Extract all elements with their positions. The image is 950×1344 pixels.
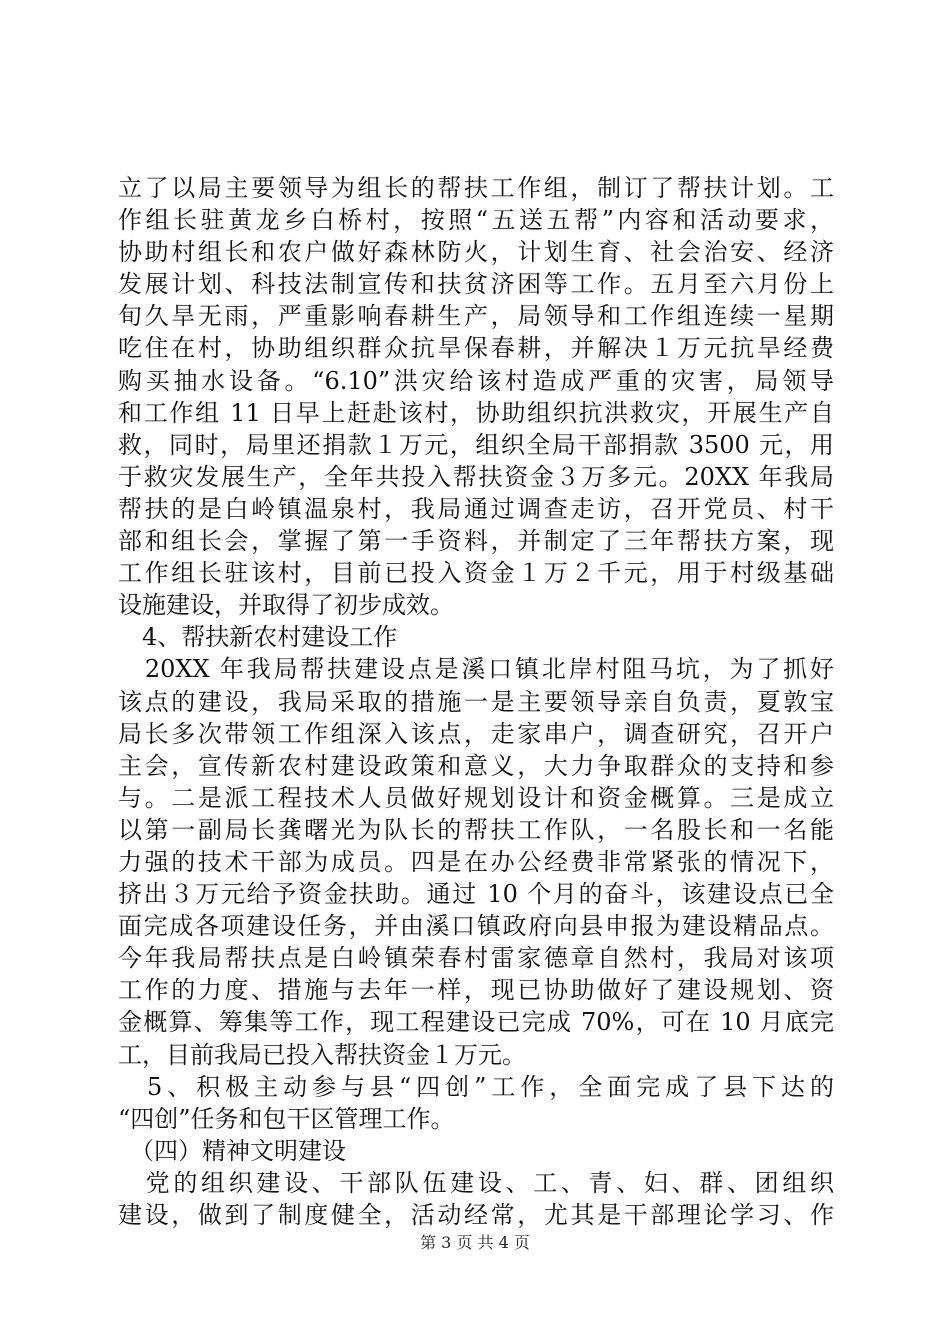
text-line-7: 购买抽水设备。“6.10”洪灾给该村造成严重的灾害，局领导 — [118, 366, 834, 395]
text-line-22: 力强的技术干部为成员。四是在办公经费非常紧张的情况下， — [118, 847, 834, 876]
text-line-21: 以第一副局长龚曙光为队长的帮扶工作队，一名股长和一名能 — [118, 815, 834, 844]
text-line-14: 设施建设，并取得了初步成效。 — [118, 591, 454, 620]
text-line-10: 于救灾发展生产，全年共投入帮扶资金３万多元。20XX 年我局 — [118, 462, 834, 491]
page-footer: 第 3 页 共 4 页 — [420, 1233, 530, 1252]
text-line-26: 工作的力度、措施与去年一样，现已协助做好了建设规划、资 — [118, 976, 834, 1005]
text-line-6: 吃住在村，协助组织群众抗旱保春耕，并解决１万元抗旱经费 — [118, 334, 834, 363]
text-line-20: 与。二是派工程技术人员做好规划设计和资金概算。三是成立 — [118, 783, 834, 812]
text-line-17: 该点的建设，我局采取的措施一是主要领导亲自负责，夏敦宝 — [118, 687, 834, 716]
text-line-5: 旬久旱无雨，严重影响春耕生产，局领导和工作组连续一星期 — [118, 302, 834, 331]
text-line-2: 作组长驻黄龙乡白桥村，按照“五送五帮”内容和活动要求， — [118, 206, 834, 235]
text-line-30: “四创”任务和包干区管理工作。 — [118, 1104, 455, 1133]
text-line-11: 帮扶的是白岭镇温泉村，我局通过调查走访，召开党员、村干 — [118, 494, 834, 523]
text-line-27: 金概算、筹集等工作，现工程建设已完成 70%，可在 10 月底完 — [118, 1008, 834, 1037]
document-body — [118, 172, 834, 1231]
text-line-12: 部和组长会，掌握了第一手资料，并制定了三年帮扶方案，现 — [118, 527, 834, 556]
text-line-32: 党的组织建设、干部队伍建设、工、青、妇、群、团组织 — [118, 1168, 834, 1197]
text-line-24: 面完成各项建设任务，并由溪口镇政府向县申报为建设精品点。 — [118, 912, 834, 941]
text-line-18: 局长多次带领工作组深入该点，走家串户，调查研究，召开户 — [118, 719, 834, 748]
text-line-8: 和工作组 11 日早上赶赴该村，协助组织抗洪救灾，开展生产自 — [118, 398, 834, 427]
section-heading-spiritual-civilization: （四）精神文明建设 — [118, 1136, 346, 1165]
section-heading-5: 5、积极主动参与县“四创”工作，全面完成了县下达的 — [118, 1072, 834, 1101]
text-line-19: 主会，宣传新农村建设政策和意义，大力争取群众的支持和参 — [118, 751, 834, 780]
text-line-25: 今年我局帮扶点是白岭镇荣春村雷家德章自然村，我局对该项 — [118, 944, 834, 973]
text-line-33: 建设，做到了制度健全，活动经常，尤其是干部理论学习、作 — [118, 1201, 834, 1229]
text-line-3: 协助村组长和农户做好森林防火，计划生育、社会治安、经济 — [118, 238, 834, 267]
text-line-1: 立了以局主要领导为组长的帮扶工作组，制订了帮扶计划。工 — [118, 174, 834, 202]
text-line-13: 工作组长驻该村，目前已投入资金１万２千元，用于村级基础 — [118, 559, 834, 588]
text-line-9: 救，同时，局里还捐款１万元，组织全局干部捐款 3500 元，用 — [118, 430, 834, 459]
text-line-23: 挤出３万元给予资金扶助。通过 10 个月的奋斗，该建设点已全 — [118, 880, 834, 909]
text-line-28: 工，目前我局已投入帮扶资金１万元。 — [118, 1040, 526, 1069]
text-line-16: 20XX 年我局帮扶建设点是溪口镇北岸村阻马坑，为了抓好 — [118, 655, 834, 684]
text-line-4: 发展计划、科技法制宣传和扶贫济困等工作。五月至六月份上 — [118, 270, 834, 299]
section-heading-4: 4、帮扶新农村建设工作 — [118, 623, 398, 652]
